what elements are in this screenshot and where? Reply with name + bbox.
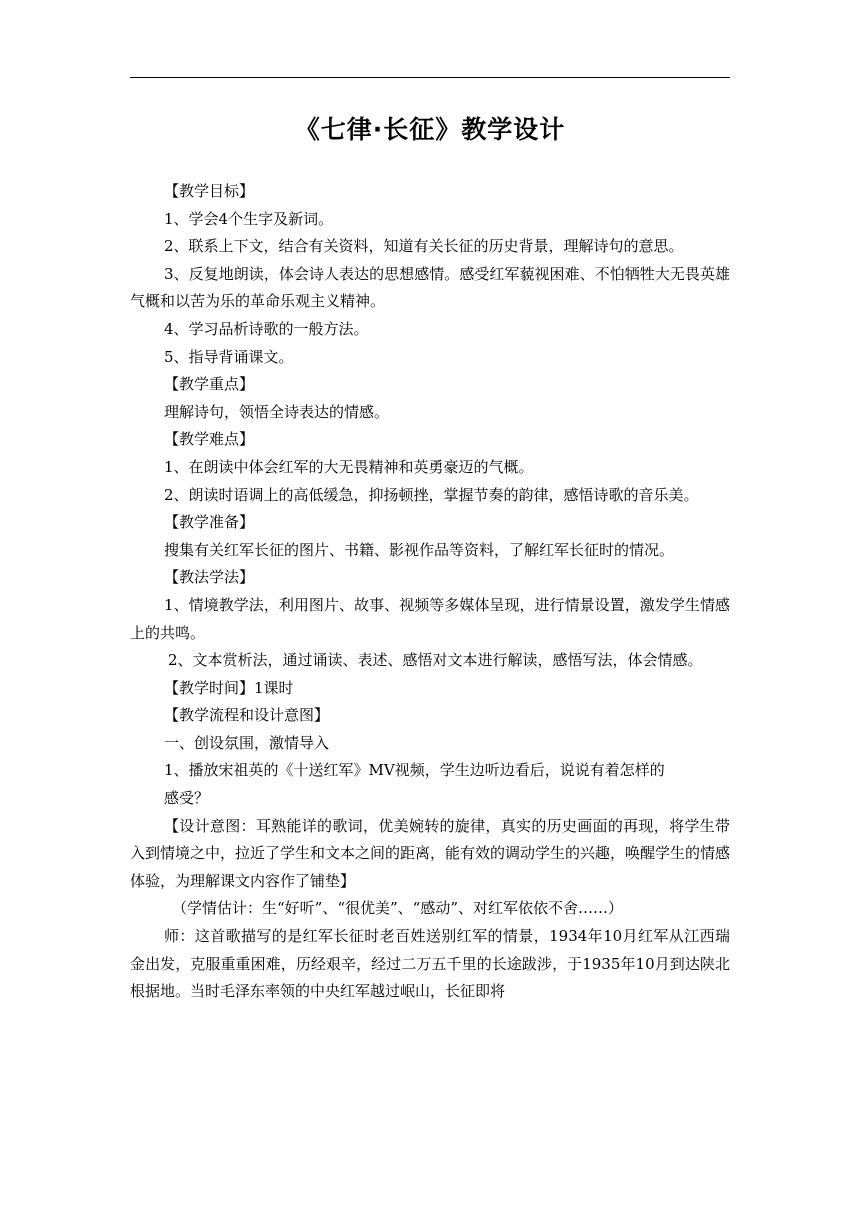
section-heading-objectives: 【教学目标】 xyxy=(164,182,255,200)
method-2: 2、文本赏析法，通过诵读、表述、感悟对文本进行解读，感悟写法，体会情感。 xyxy=(168,651,703,670)
objective-4: 4、学习品析诗歌的一般方法。 xyxy=(164,319,369,338)
section-heading-methods: 【教法学法】 xyxy=(164,568,255,587)
document-body xyxy=(130,178,730,1006)
process-step-1-item: 1、播放宋祖英的《十送红军》MV视频，学生边听边看后，说说有着怎样的 xyxy=(164,761,665,780)
design-intent: 【设计意图：耳熟能详的歌词，优美婉转的旋律，真实的历史画面的再现，将学生带入到情境之中，拉近了学生和文本之间的距离，能有效的调动学生的兴趣，唤醒学生的情感体验，为理解课文内容作了铺垫】 xyxy=(130,816,731,890)
process-step-1-heading: 一、创设氛围，激情导入 xyxy=(164,733,330,752)
process-step-1-item-cont: 感受？ xyxy=(164,789,210,808)
section-heading-process: 【教学流程和设计意图】 xyxy=(164,706,330,725)
header-rule xyxy=(130,77,730,78)
section-heading-difficulties: 【教学难点】 xyxy=(164,430,255,449)
objective-3: 3、反复地朗读，体会诗人表达的思想感情。感受红军藐视困难、不怕牺牲大无畏英雄气概和以苦为乐的革命乐观主义精神。 xyxy=(130,264,730,311)
difficulty-1: 1、在朗读中体会红军的大无畏精神和英勇豪迈的气概。 xyxy=(164,457,534,476)
section-heading-time: 【教学时间】1课时 xyxy=(164,678,294,697)
objective-2: 2、联系上下文，结合有关资料，知道有关长征的历史背景，理解诗句的意思。 xyxy=(164,237,684,256)
difficulty-2: 2、朗读时语调上的高低缓急，抑扬顿挫，掌握节奏的韵律，感悟诗歌的音乐美。 xyxy=(164,485,699,504)
preparation-text: 搜集有关红军长征的图片、书籍、影视作品等资料，了解红军长征时的情况。 xyxy=(164,540,675,559)
teacher-speech: 师：这首歌描写的是红军长征时老百姓送别红军的情景，1934年10月红军从江西瑞金出发，克服重重困难，历经艰辛，经过二万五千里的长途跋涉，于1935年10月到达陕北根据地。当时毛泽东率领的中央红军越过岷山，长征即将 xyxy=(130,927,730,1001)
section-heading-key-points: 【教学重点】 xyxy=(164,375,255,394)
objective-1: 1、学会4个生字及新词。 xyxy=(164,209,334,228)
method-1: 1、情境教学法，利用图片、故事、视频等多媒体呈现，进行情景设置，激发学生情感上的共鸣。 xyxy=(130,595,730,642)
key-point-text: 理解诗句，领悟全诗表达的情感。 xyxy=(164,402,390,421)
student-estimate: （学情估计：生“好听”、“很优美”、“感动”、对红军依依不舍……） xyxy=(172,899,624,918)
section-heading-preparation: 【教学准备】 xyxy=(164,513,255,532)
document-title: 《七律·长征》教学设计 xyxy=(294,115,566,144)
objective-5: 5、指导背诵课文。 xyxy=(164,347,294,366)
